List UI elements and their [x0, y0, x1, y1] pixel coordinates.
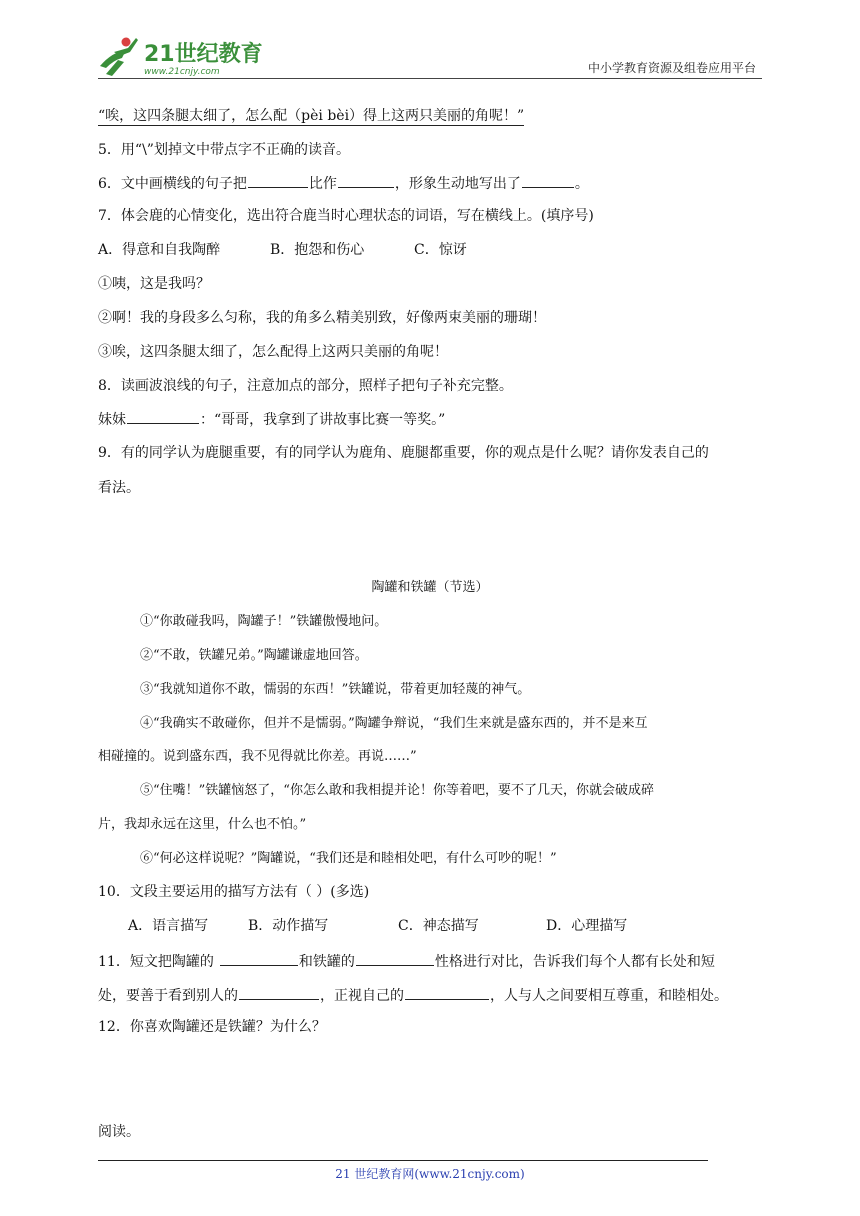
svg-text:www.21cnjy.com: www.21cnjy.com: [144, 67, 220, 77]
question-12: 12．你喜欢陶罐还是铁罐？为什么？: [98, 1019, 326, 1035]
q11-text-3: 性格进行对比，告诉我们每个人都有长处和短: [434, 954, 715, 970]
q8-quote: ：“哥哥，我拿到了讲故事比赛一等奖。”: [200, 412, 446, 428]
quoted-sentence: [98, 106, 524, 126]
question-11: [98, 951, 715, 972]
q6-text-2: 比作: [308, 176, 337, 192]
q11-text-1: 11．短文把陶罐的: [98, 954, 214, 970]
logo-21cnjy: [92, 34, 267, 78]
passage-para-2: ②“不敢，铁罐兄弟。”陶罐谦虚地回答。: [140, 648, 368, 663]
passage-title: 陶罐和铁罐（节选）: [371, 580, 489, 595]
q11-text-5: ，正视自己的: [320, 988, 404, 1004]
passage-para-6: ⑥“何必这样说呢？”陶罐说，“我们还是和睦相处吧，有什么可吵的呢！”: [140, 851, 557, 866]
question-7: 7．体会鹿的心情变化，选出符合鹿当时心理状态的词语，写在横线上。(填序号): [98, 208, 594, 224]
platform-name: 中小学教育资源及组卷应用平台: [587, 61, 756, 75]
footer-divider: [98, 1160, 708, 1161]
option-c: C．神态描写: [398, 918, 479, 934]
wavy-underlined-text: “唉，这四条腿太细了，怎么配（pèi bèi）得上这两只美丽的角呢！”: [98, 108, 525, 124]
question-8-prompt: [98, 409, 445, 430]
question-9-cont: 看法。: [98, 480, 140, 496]
q6-text-4: 。: [574, 176, 589, 192]
runner-icon: [100, 38, 138, 77]
question-11-cont: [98, 985, 728, 1006]
q6-text-3: ，形象生动地写出了: [394, 176, 521, 192]
answer-blank[interactable]: [248, 173, 308, 188]
option-c: C．惊讶: [414, 242, 467, 258]
answer-blank[interactable]: [522, 173, 574, 188]
option-a: A．得意和自我陶醉: [98, 242, 221, 258]
answer-blank[interactable]: [220, 951, 298, 966]
q6-text-1: 6．文中画横线的句子把: [98, 176, 247, 192]
q11-text-4: 处，要善于看到别人的: [98, 988, 238, 1004]
answer-blank[interactable]: [239, 985, 319, 1000]
page-header: [0, 0, 860, 82]
passage-para-5-cont: 片，我却永远在这里，什么也不怕。”: [98, 817, 307, 832]
answer-blank[interactable]: [127, 409, 199, 424]
answer-blank[interactable]: [356, 951, 434, 966]
option-b: B．动作描写: [248, 918, 329, 934]
footer-site[interactable]: 21 世纪教育网(www.21cnjy.com): [335, 1167, 525, 1181]
answer-blank[interactable]: [338, 173, 394, 188]
q8-subject: 妹妹: [98, 412, 126, 428]
passage-para-5: ⑤“住嘴！”铁罐恼怒了，“你怎么敢和我相提并论！你等着吧，要不了几天，你就会破成碎: [140, 783, 654, 798]
q7-sentence-3: ③唉，这四条腿太细了，怎么配得上这两只美丽的角呢！: [98, 344, 448, 360]
question-6: [98, 173, 589, 194]
q7-sentence-2: ②啊！我的身段多么匀称，我的角多么精美别致，好像两束美丽的珊瑚！: [98, 310, 546, 326]
q11-text-6: ，人与人之间要相互尊重，和睦相处。: [490, 988, 728, 1004]
option-a: A．语言描写: [128, 918, 209, 934]
option-d: D．心理描写: [546, 918, 628, 934]
read-instruction: 阅读。: [98, 1124, 140, 1140]
question-10: 10．文段主要运用的描写方法有（ ）(多选): [98, 884, 370, 900]
question-8: 8．读画波浪线的句子，注意加点的部分，照样子把句子补充完整。: [98, 378, 513, 394]
answer-blank[interactable]: [405, 985, 489, 1000]
passage-para-3: ③“我就知道你不敢，懦弱的东西！”铁罐说，带着更加轻蔑的神气。: [140, 682, 531, 697]
header-divider: [98, 78, 762, 79]
q11-text-2: 和铁罐的: [298, 954, 355, 970]
svg-text:21世纪教育: 21世纪教育: [144, 42, 263, 67]
question-10-options: [128, 916, 627, 936]
question-9: 9．有的同学认为鹿腿重要，有的同学认为鹿角、鹿腿都重要，你的观点是什么呢？请你发表自己的: [98, 445, 709, 461]
question-5: 5．用“\”划掉文中带点字不正确的读音。: [98, 142, 350, 158]
question-7-options: [98, 240, 467, 260]
option-b: B．抱怨和伤心: [270, 242, 365, 258]
passage-para-4-cont: 相碰撞的。说到盛东西，我不见得就比你差。再说……”: [98, 749, 417, 764]
q7-sentence-1: ①咦，这是我吗？: [98, 276, 210, 292]
passage-para-1: ①“你敢碰我吗，陶罐子！”铁罐傲慢地问。: [140, 614, 388, 629]
passage-para-4: ④“我确实不敢碰你，但并不是懦弱。”陶罐争辩说，“我们生来就是盛东西的，并不是来互: [140, 716, 648, 731]
